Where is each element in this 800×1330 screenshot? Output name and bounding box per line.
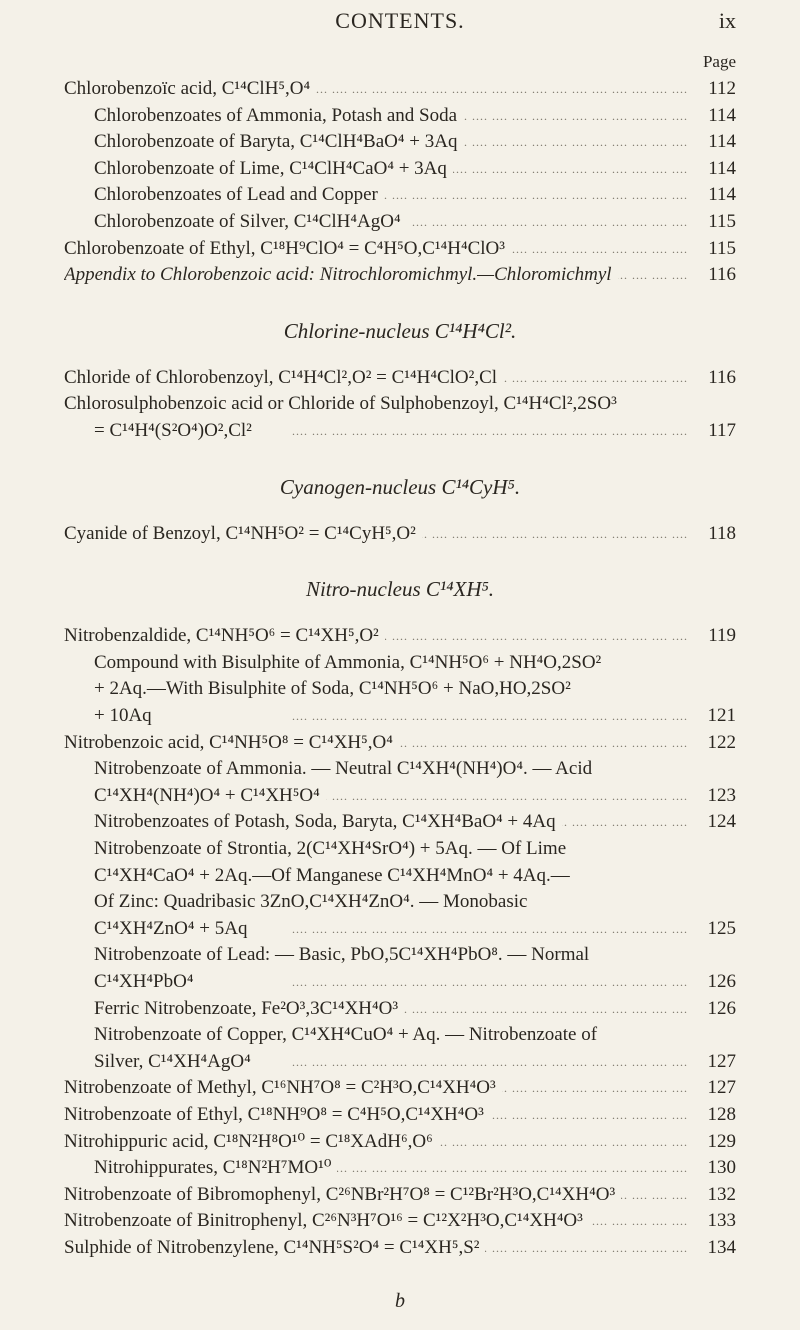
toc-entry-page: 127: [694, 1049, 736, 1075]
toc-entry-text: .... Sulphide of Nitrobenzylene, C¹⁴NH⁵S²O⁴ = C¹⁴XH⁵,S²: [64, 1235, 485, 1261]
toc-entry: [64, 1022, 736, 1048]
toc-entry: [64, 889, 736, 915]
toc-entry: [64, 1102, 736, 1128]
toc-entry-page: 123: [694, 783, 736, 809]
page-column-label: Page: [702, 52, 736, 71]
toc-entry: [64, 1155, 736, 1181]
page-title: CONTENTS.: [335, 8, 465, 33]
toc-entry-text: C¹⁴XH⁴CaO⁴ + 2Aq.—Of Manganese C¹⁴XH⁴MnO⁴ + 4Aq.—: [94, 863, 576, 889]
toc-entry-text: Chlorosulphobenzoic acid or Chloride of Sulphobenzoyl, C¹⁴H⁴Cl²,2SO³: [64, 391, 623, 417]
toc-entry-text: .... Chlorobenzoate of Silver, C¹⁴ClH⁴AgO⁴: [94, 209, 407, 235]
toc-entry-text: .... C¹⁴XH⁴PbO⁴: [94, 969, 199, 995]
toc-entry-text: .... Nitrobenzoic acid, C¹⁴NH⁵O⁸ = C¹⁴XH⁵,O⁴: [64, 730, 399, 756]
toc-entry-text: .... Nitrobenzoate of Methyl, C¹⁶NH⁷O⁸ = C²H³O,C¹⁴XH⁴O³: [64, 1075, 502, 1101]
toc-entry-page: 116: [694, 262, 736, 288]
toc-entry-text: .... Chlorobenzoïc acid, C¹⁴ClH⁵,O⁴: [64, 76, 316, 102]
toc-entry-page: 130: [694, 1155, 736, 1181]
page-header: [0, 8, 800, 38]
toc-entry-page: 133: [694, 1208, 736, 1234]
toc-entry-text: + 2Aq.—With Bisulphite of Soda, C¹⁴NH⁵O⁶ + NaO,HO,2SO²: [94, 676, 577, 702]
toc-entry-text: .... Chlorobenzoates of Lead and Copper: [94, 182, 384, 208]
toc-entry-page: 125: [694, 916, 736, 942]
toc-entry: [64, 703, 736, 729]
toc-entry-page: 115: [694, 209, 736, 235]
toc-entry: [64, 623, 736, 649]
toc-entry: [64, 1075, 736, 1101]
toc-entry-page: 119: [694, 623, 736, 649]
section-heading: Chlorine-nucleus C¹⁴H⁴Cl².: [283, 318, 517, 343]
toc-entry-page: 122: [694, 730, 736, 756]
toc-entry: [64, 129, 736, 155]
toc-entry-page: 117: [694, 418, 736, 444]
toc-entry: [64, 1208, 736, 1234]
toc-entry: [64, 391, 736, 417]
toc-entry: [64, 1049, 736, 1075]
toc-entry-text: Nitrobenzoate of Lead: — Basic, PbO,5C¹⁴XH⁴PbO⁸. — Normal: [94, 942, 595, 968]
toc-entry-text: .... Ferric Nitrobenzoate, Fe²O³,3C¹⁴XH⁴O³: [94, 996, 404, 1022]
toc-entry: [64, 676, 736, 702]
toc-entry-text: .... Nitrobenzoate of Bibromophenyl, C²⁶NBr²H⁷O⁸ = C¹²Br²H³O,C¹⁴XH⁴O³: [64, 1182, 621, 1208]
toc-entry: [64, 969, 736, 995]
toc-entry: [64, 76, 736, 102]
toc-entry: [64, 916, 736, 942]
toc-entry-page: 126: [694, 996, 736, 1022]
toc-entry: [64, 730, 736, 756]
toc-entry-page: 114: [694, 129, 736, 155]
toc-entry: [64, 942, 736, 968]
toc-entry-text: .... C¹⁴XH⁴(NH⁴)O⁴ + C¹⁴XH⁵O⁴: [94, 783, 326, 809]
toc-entry-page: 129: [694, 1129, 736, 1155]
toc-entry-text: .... Nitrobenzoates of Potash, Soda, Baryta, C¹⁴XH⁴BaO⁴ + 4Aq: [94, 809, 562, 835]
toc-entry: [64, 783, 736, 809]
toc-entry-text: .... Cyanide of Benzoyl, C¹⁴NH⁵O² = C¹⁴CyH⁵,O²: [64, 521, 422, 547]
toc-entry-text: .... Chloride of Chlorobenzoyl, C¹⁴H⁴Cl²,O² = C¹⁴H⁴ClO²,Cl: [64, 365, 503, 391]
toc-entry-page: 114: [694, 156, 736, 182]
toc-entry-text: .... Chlorobenzoate of Baryta, C¹⁴ClH⁴BaO⁴ + 3Aq: [94, 129, 463, 155]
toc-entry-text: .... Nitrobenzoate of Ethyl, C¹⁸NH⁹O⁸ = C⁴H⁵O,C¹⁴XH⁴O³: [64, 1102, 490, 1128]
toc-entry-page: 124: [694, 809, 736, 835]
toc-entry-text: .... Chlorobenzoate of Ethyl, C¹⁸H⁹ClO⁴ = C⁴H⁵O,C¹⁴H⁴ClO³: [64, 236, 511, 262]
toc-entry-text: Compound with Bisulphite of Ammonia, C¹⁴NH⁵O⁶ + NH⁴O,2SO²: [94, 650, 607, 676]
toc-entry-page: 127: [694, 1075, 736, 1101]
toc-entry-page: 126: [694, 969, 736, 995]
toc-entry-page: 134: [694, 1235, 736, 1261]
section-heading: Nitro-nucleus C¹⁴XH⁵.: [305, 577, 495, 602]
toc-entry-page: 121: [694, 703, 736, 729]
toc-entry: [64, 1235, 736, 1261]
toc-entry: [64, 365, 736, 391]
toc-entry: [64, 1129, 736, 1155]
toc-entry: [64, 836, 736, 862]
page-number: ix: [718, 8, 736, 33]
toc-entry-text: .... Nitrobenzaldide, C¹⁴NH⁵O⁶ = C¹⁴XH⁵,O²: [64, 623, 385, 649]
toc-entry: [64, 103, 736, 129]
toc-entry-text: .... Nitrohippuric acid, C¹⁸N²H⁸O¹⁰ = C¹⁸XAdH⁶,O⁶: [64, 1129, 439, 1155]
toc-entry-page: 114: [694, 182, 736, 208]
toc-entry-text: .... = C¹⁴H⁴(S²O⁴)O²,Cl²: [94, 418, 258, 444]
toc-entry-text: .... Nitrobenzoate of Binitrophenyl, C²⁶N³H⁷O¹⁶ = C¹²X²H³O,C¹⁴XH⁴O³: [64, 1208, 589, 1234]
toc-entry-text: Nitrobenzoate of Strontia, 2(C¹⁴XH⁴SrO⁴) + 5Aq. — Of Lime: [94, 836, 572, 862]
toc-entry-text: .... + 10Aq: [94, 703, 158, 729]
toc-entry-text: Nitrobenzoate of Copper, C¹⁴XH⁴CuO⁴ + Aq. — Nitrobenzoate of: [94, 1022, 603, 1048]
toc-entry-page: 128: [694, 1102, 736, 1128]
toc-entry-page: 112: [694, 76, 736, 102]
toc-entry: [64, 809, 736, 835]
toc-entry-page: 114: [694, 103, 736, 129]
toc-entry-text: .... Chlorobenzoate of Lime, C¹⁴ClH⁴CaO⁴ + 3Aq: [94, 156, 453, 182]
toc-entry: [64, 756, 736, 782]
signature-mark: b: [395, 1290, 405, 1312]
toc-entry: [64, 418, 736, 444]
toc-entry-text: .... Silver, C¹⁴XH⁴AgO⁴: [94, 1049, 257, 1075]
toc-entry-text: .... Nitrohippurates, C¹⁸N²H⁷MO¹⁰: [94, 1155, 337, 1181]
toc-entry: [64, 521, 736, 547]
toc-entry: [64, 262, 736, 288]
toc-entry-page: 132: [694, 1182, 736, 1208]
toc-entry-page: 118: [694, 521, 736, 547]
toc-entry-text: .... Appendix to Chlorobenzoic acid: Nitrochloromichmyl.—Chloromichmyl: [64, 262, 618, 288]
toc-entry: [64, 182, 736, 208]
toc-entry-text: .... C¹⁴XH⁴ZnO⁴ + 5Aq: [94, 916, 253, 942]
toc-entry: [64, 650, 736, 676]
section-heading: Cyanogen-nucleus C¹⁴CyH⁵.: [279, 474, 521, 499]
toc-entry-page: 116: [694, 365, 736, 391]
toc-entry-text: .... Chlorobenzoates of Ammonia, Potash and Soda: [94, 103, 463, 129]
toc-entry: [64, 996, 736, 1022]
toc-entry: [64, 236, 736, 262]
toc-entry-text: Of Zinc: Quadribasic 3ZnO,C¹⁴XH⁴ZnO⁴. — Monobasic: [94, 889, 533, 915]
toc-entry-page: 115: [694, 236, 736, 262]
toc-entry: [64, 1182, 736, 1208]
toc-entry: [64, 863, 736, 889]
toc-entry-text: Nitrobenzoate of Ammonia. — Neutral C¹⁴XH⁴(NH⁴)O⁴. — Acid: [94, 756, 598, 782]
toc-entry: [64, 209, 736, 235]
toc-entry: [64, 156, 736, 182]
